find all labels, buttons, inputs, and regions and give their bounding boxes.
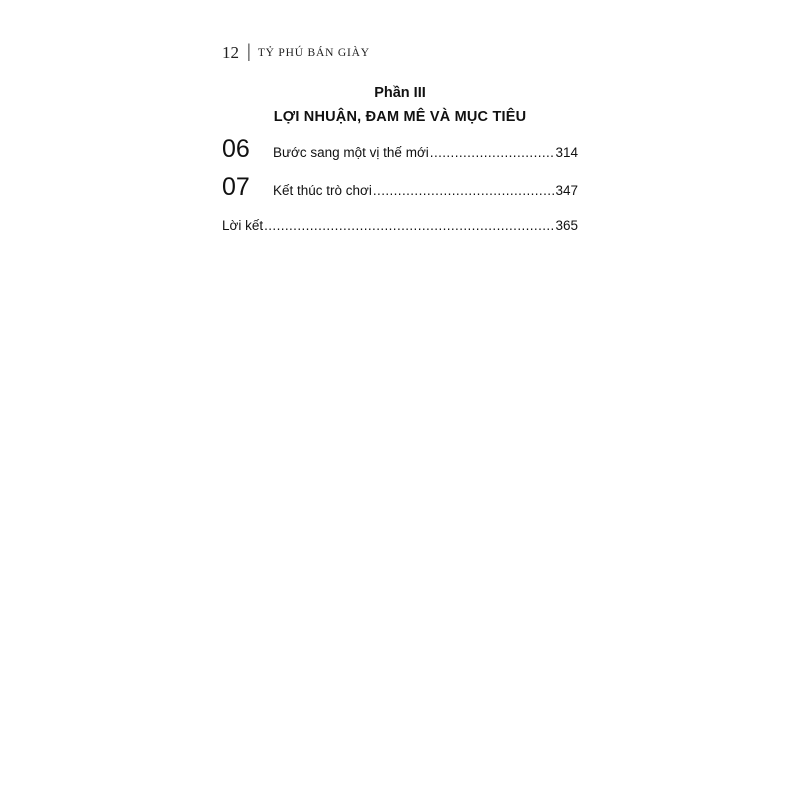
toc-entry-chapter-07 [222,172,578,210]
running-head [222,41,370,65]
page-number: 12 [222,43,239,62]
epilogue-title: Lời kết [222,218,264,233]
chapter-number: 06 [222,135,250,163]
book-title: TỶ PHÚ BÁN GIÀY [257,47,370,59]
dot-leader [373,183,555,198]
chapter-page: 347 [555,183,578,198]
header-separator: | [247,41,251,62]
chapter-title: Bước sang một vị thế mới [273,145,429,160]
chapter-title: Kết thúc trò chơi [273,183,372,198]
epilogue-page: 365 [555,218,578,233]
chapter-number: 07 [222,173,250,201]
table-of-contents [222,134,578,233]
toc-entry-epilogue [222,218,578,233]
dot-leader [264,218,554,233]
part-title: LỢI NHUẬN, ĐAM MÊ VÀ MỤC TIÊU [273,109,527,125]
chapter-page: 314 [555,145,578,160]
dot-leader [430,145,555,160]
toc-entry-chapter-06 [222,134,578,172]
part-heading [222,83,578,127]
part-label: Phần III [374,85,426,101]
